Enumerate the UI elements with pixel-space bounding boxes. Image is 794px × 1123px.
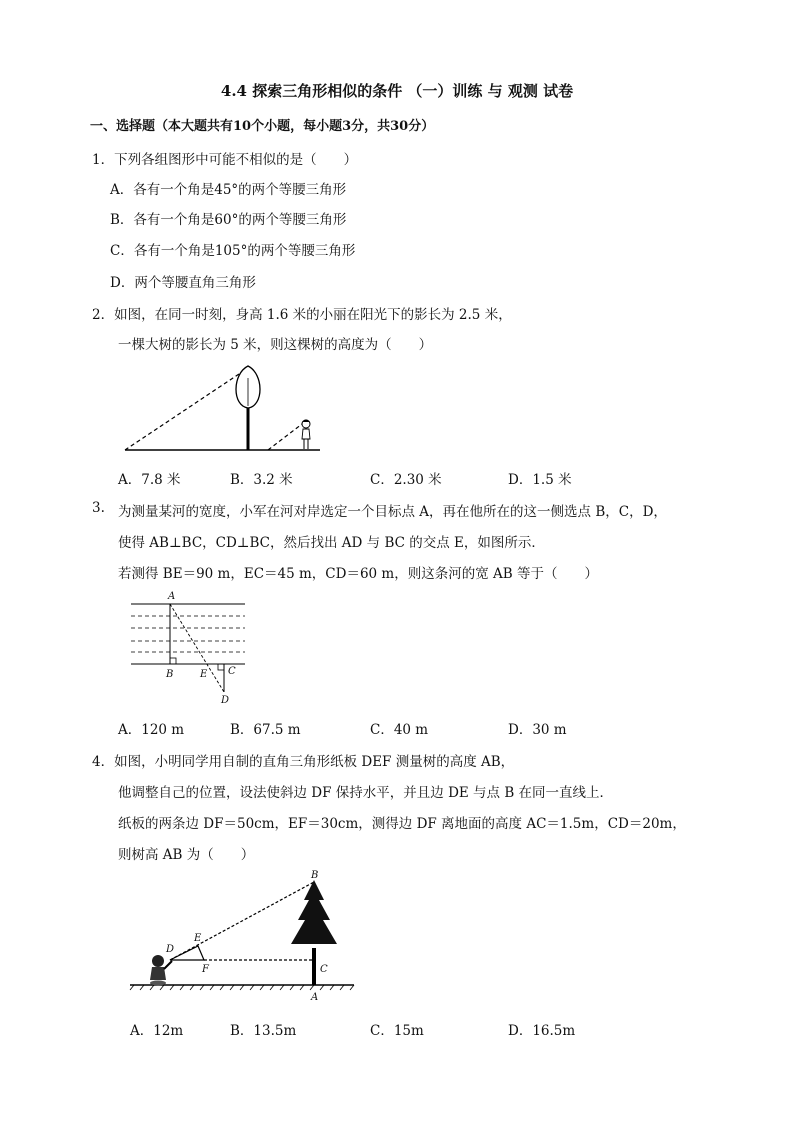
point-label-d: D — [221, 695, 230, 706]
point-label-f: F — [202, 964, 209, 975]
segment-ad — [170, 604, 224, 692]
tree-shadow-ray — [125, 368, 248, 450]
question-3-stem-line2: 使得 AB⊥BC，CD⊥BC，然后找出 AD 与 BC 的交点 E，如图所示． — [118, 535, 545, 551]
question-3-stem-line1: 为测量某河的宽度，小军在河对岸选定一个目标点 A，再在他所在的这一侧选点 B，C，D， — [118, 504, 667, 520]
question-3-option-c: C．40 m — [370, 722, 429, 738]
question-2-stem-line2: 一棵大树的影长为 5 米，则这棵树的高度为（ ） — [118, 337, 433, 353]
question-1-option-a: A．各有一个角是45°的两个等腰三角形 — [110, 182, 347, 198]
question-3-option-d: D．30 m — [508, 722, 567, 738]
sight-line-db — [170, 882, 314, 960]
section-heading: 一、选择题（本大题共有10个小题，每小题3分，共30分） — [90, 119, 435, 134]
question-4-option-a: A．12m — [130, 1023, 184, 1039]
point-label-e: E — [200, 669, 208, 680]
question-2-option-d: D．1.5 米 — [508, 472, 572, 488]
question-1-option-c: C．各有一个角是105°的两个等腰三角形 — [110, 243, 356, 259]
question-1-option-d: D．两个等腰直角三角形 — [110, 275, 256, 291]
question-3-option-a: A．120 m — [118, 722, 185, 738]
point-label-b: B — [311, 870, 319, 881]
question-4-option-b: B．13.5m — [230, 1023, 297, 1039]
question-2-option-b: B．3.2 米 — [230, 472, 293, 488]
question-4-option-c: C．15m — [370, 1023, 424, 1039]
person-icon — [150, 955, 172, 986]
page-title: 4.4 探索三角形相似的条件 （一）训练 与 观测 试卷 — [220, 82, 574, 100]
point-label-e: E — [194, 933, 202, 944]
point-label-a: A — [311, 992, 319, 1003]
question-4-stem-line1: 4．如图，小明同学用自制的直角三角形纸板 DEF 测量树的高度 AB， — [92, 754, 515, 770]
question-2-option-c: C．2.30 米 — [370, 472, 442, 488]
question-4-stem-line4: 则树高 AB 为（ ） — [118, 847, 255, 863]
question-2-option-a: A．7.8 米 — [118, 472, 181, 488]
question-4-figure — [128, 868, 358, 1008]
question-3-stem-line3: 若测得 BE＝90 m，EC＝45 m，CD＝60 m，则这条河的宽 AB 等于（ ） — [118, 566, 598, 582]
question-2-figure — [120, 360, 330, 455]
girl-icon — [302, 420, 310, 450]
question-3-option-b: B．67.5 m — [230, 722, 301, 738]
girl-shadow-ray — [268, 424, 302, 450]
question-1-stem: 1．下列各组图形中可能不相似的是（ ） — [92, 152, 358, 168]
point-label-b: B — [166, 669, 174, 680]
point-label-a: A — [168, 591, 176, 602]
point-label-d: D — [166, 944, 175, 955]
question-2-stem-line1: 2．如图，在同一时刻，身高 1.6 米的小丽在阳光下的影长为 2.5 米， — [92, 307, 512, 323]
question-4-option-d: D．16.5m — [508, 1023, 576, 1039]
question-3-figure — [128, 588, 250, 708]
question-3-number: 3. — [92, 500, 105, 516]
cardboard-triangle-def — [170, 946, 204, 960]
question-1-option-b: B．各有一个角是60°的两个等腰三角形 — [110, 212, 347, 228]
point-label-c: C — [320, 964, 328, 975]
question-4-stem-line2: 他调整自己的位置，设法使斜边 DF 保持水平，并且边 DE 与点 B 在同一直线上． — [118, 785, 614, 801]
tree-icon — [291, 880, 337, 985]
point-label-c: C — [228, 666, 236, 677]
question-4-stem-line3: 纸板的两条边 DF＝50cm，EF＝30cm，测得边 DF 离地面的高度 AC＝1.5m，CD＝20m， — [118, 816, 686, 832]
right-angle-mark-c — [218, 664, 224, 670]
right-angle-mark-b — [170, 658, 176, 664]
